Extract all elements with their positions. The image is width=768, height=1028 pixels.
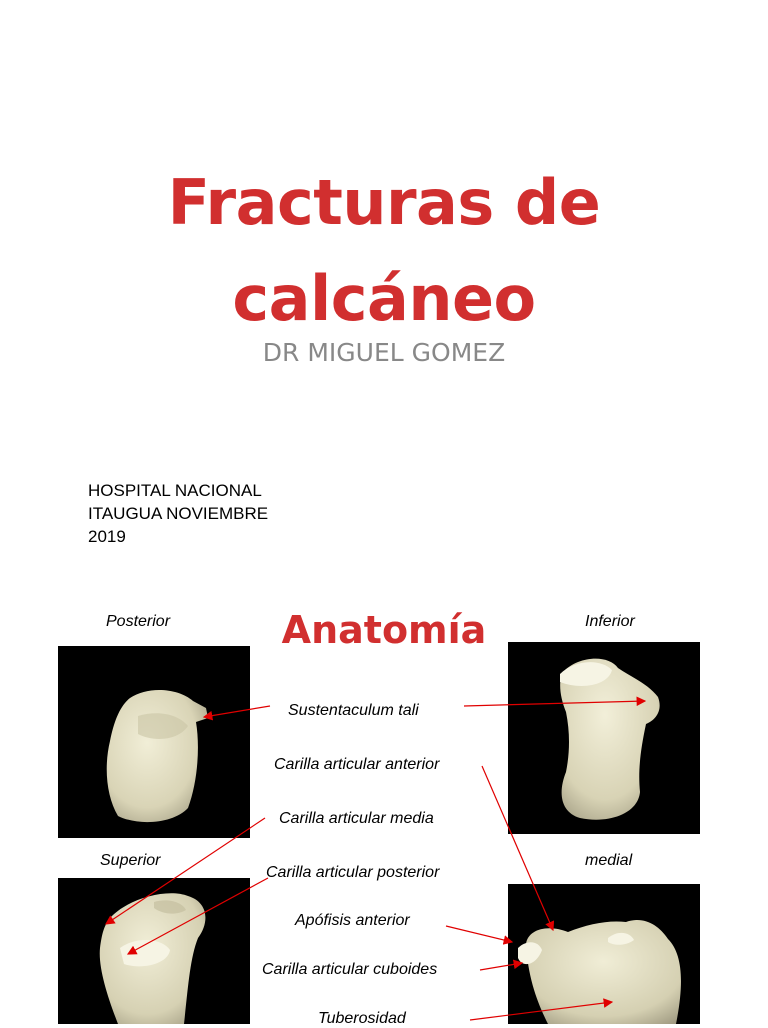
presentation-title-line-1: Fracturas de xyxy=(167,166,601,239)
author-name: DR MIGUEL GOMEZ xyxy=(262,338,506,367)
label-tuberosidad: Tuberosidad xyxy=(318,1010,406,1027)
calcaneus-medial-illustration xyxy=(508,884,700,1024)
inferior-view-image xyxy=(508,642,700,834)
calcaneus-posterior-illustration xyxy=(58,646,250,838)
view-label-posterior: Posterior xyxy=(106,613,171,630)
view-label-inferior: Inferior xyxy=(585,613,635,630)
label-sustentaculum-tali: Sustentaculum tali xyxy=(288,702,419,719)
label-carilla-articular-cuboides: Carilla articular cuboides xyxy=(262,961,438,978)
arrow-apofisis-anterior-medial xyxy=(446,926,512,942)
label-carilla-articular-posterior: Carilla articular posterior xyxy=(266,864,440,881)
presentation-title-line-2: calcáneo xyxy=(232,262,536,335)
institution-line-2: ITAUGUA NOVIEMBRE xyxy=(88,504,269,523)
view-label-superior: Superior xyxy=(100,852,161,869)
label-apofisis-anterior: Apófisis anterior xyxy=(295,912,410,929)
posterior-view-image xyxy=(58,646,250,838)
superior-view-image xyxy=(58,878,250,1024)
calcaneus-superior-illustration xyxy=(58,878,250,1024)
label-carilla-articular-media: Carilla articular media xyxy=(279,810,434,827)
medial-view-image xyxy=(508,884,700,1024)
view-label-medial: medial xyxy=(585,852,633,869)
anatomy-heading: Anatomía xyxy=(281,608,487,652)
label-carilla-articular-anterior: Carilla articular anterior xyxy=(274,756,440,773)
institution-line-3: 2019 xyxy=(88,527,126,546)
calcaneus-inferior-illustration xyxy=(508,642,700,834)
institution-line-1: HOSPITAL NACIONAL xyxy=(88,481,262,500)
